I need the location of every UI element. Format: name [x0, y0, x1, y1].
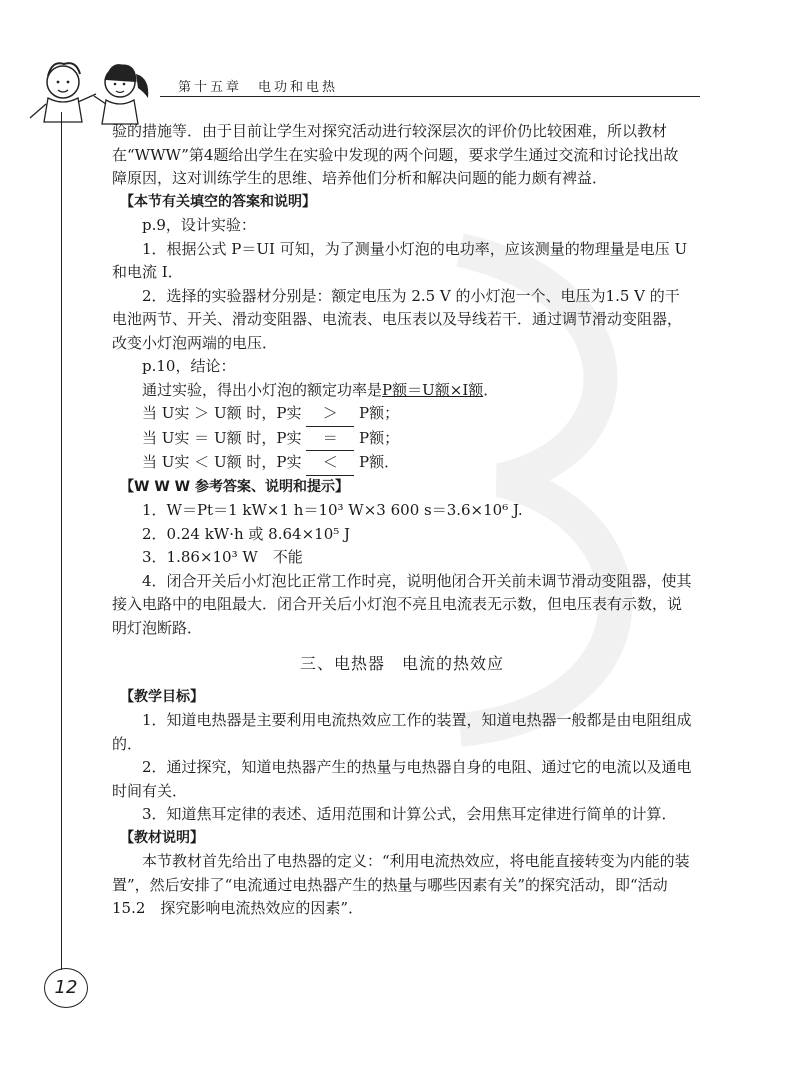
condition-2 [112, 427, 692, 452]
material-paragraph: 本节教材首先给出了电热器的定义：“利用电流热效应，将电能直接转变为内能的装置”，然后安排了“电流通过电热器产生的热量与哪些因素有关”的探究活动，即“活动 15.2 探究影响电流热效应的因素”． [112, 852, 690, 917]
answer-item-2: 2．选择的实验器材分别是：额定电压为 2.5 V 的小灯泡一个、电压为1.5 V 的干电池两节、开关、滑动变阻器、电流表、电压表以及导线若干．通过调节滑动变阻器，改变小灯泡两端的电压． [112, 286, 683, 352]
intro-paragraph: 验的措施等．由于目前让学生对探究活动进行较深层次的评价仍比较困难，所以教材在“WWW”第4题给出学生在实验中发现的两个问题，要求学生通过交流和讨论找出故障原因，这对训练学生的思维、培养他们分析和解决问题的能力颇有裨益． [112, 122, 679, 187]
www-answer-3: 3．1.86×10³ W 不能 [142, 548, 303, 566]
conclusion-end: ． [483, 380, 499, 399]
www-answer-2: 2．0.24 kW·h 或 8.64×10⁵ J [142, 524, 351, 543]
condition-3 [112, 451, 692, 476]
p10-label: p.10，结论： [142, 357, 236, 375]
condition-1 [112, 402, 692, 427]
condition-2-answer: ＝ [306, 427, 354, 452]
margin-line [61, 112, 62, 970]
heading-www: 【W W W 参考答案、说明和提示】 [120, 478, 349, 495]
condition-1-end: P额； [359, 404, 400, 422]
chapter-header: 第十五章 电功和电热 [178, 80, 339, 95]
condition-2-text: 当 U实 ＝ U额 时，P实 [142, 428, 302, 447]
condition-2-end: P额； [359, 428, 400, 447]
goal-2: 2．通过探究，知道电热器产生的热量与电热器自身的电阻、通过它的电流以及通电时间有关． [112, 758, 692, 800]
header-rule [160, 96, 700, 97]
condition-1-text: 当 U实 ＞ U额 时，P实 [142, 404, 302, 422]
heading-material-notes: 【教材说明】 [120, 829, 204, 846]
condition-3-answer: ＜ [306, 451, 354, 476]
www-answer-1: 1．W＝Pt＝1 kW×1 h＝10³ W×3 600 s＝3.6×10⁶ J. [142, 501, 523, 519]
conclusion-formula: P额＝U额×I额 [382, 380, 484, 399]
www-answer-4: 4．闭合开关后小灯泡比正常工作时亮，说明他闭合开关前未调节滑动变阻器，使其接入电路中的电阻最大．闭合开关后小灯泡不亮且电流表无示数，但电压表有示数，说明灯泡断路． [112, 571, 692, 637]
goal-3: 3．知道焦耳定律的表述、适用范围和计算公式，会用焦耳定律进行简单的计算． [142, 805, 677, 823]
conclusion-text: 通过实验，得出小灯泡的额定功率是 [142, 380, 383, 399]
condition-3-text: 当 U实 ＜ U额 时，P实 [142, 453, 302, 471]
condition-3-end: P额． [359, 453, 400, 471]
condition-1-answer: ＞ [306, 402, 354, 427]
heading-teaching-goals: 【教学目标】 [120, 688, 204, 705]
goal-1: 1．知道电热器是主要利用电流热效应工作的装置，知道电热器一般都是由电阻组成的． [112, 711, 692, 753]
page-number: 12 [44, 968, 88, 1008]
section-title: 三、电热器 电流的热效应 [299, 654, 504, 673]
answer-item-1: 1．根据公式 P＝UI 可知，为了测量小灯泡的电功率，应该测量的物理量是电压 U 和电流 I． [112, 239, 688, 281]
conclusion-line [112, 379, 692, 403]
main-content [112, 120, 692, 921]
p9-label: p.9，设计实验： [142, 216, 256, 234]
heading-fill-answers: 【本节有关填空的答案和说明】 [120, 193, 316, 210]
